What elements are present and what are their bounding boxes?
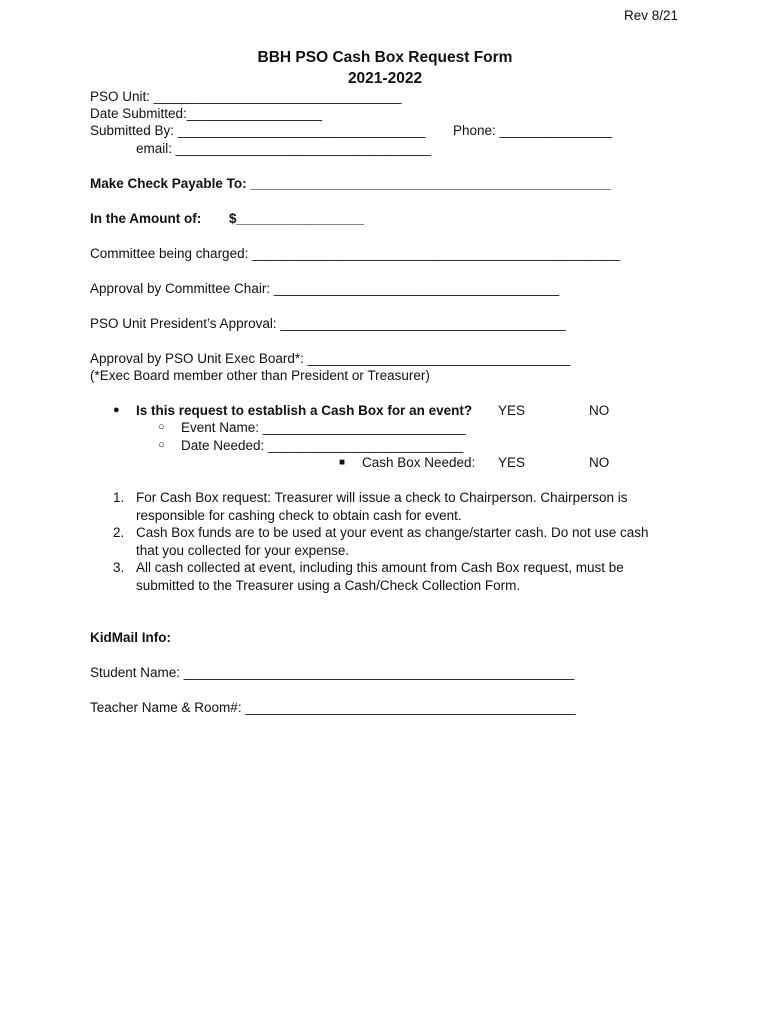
exec-board-approval-field[interactable]: Approval by PSO Unit Exec Board*: ___________________________________ (90, 351, 571, 366)
kidmail-heading: KidMail Info: (90, 630, 171, 645)
instruction-line: For Cash Box request: Treasurer will issue a check to Chairperson. Chairperson is (136, 490, 628, 505)
president-approval-field[interactable]: PSO Unit President’s Approval: ______________________________________ (90, 316, 566, 331)
question-yes-option[interactable]: YES (498, 403, 526, 418)
submitted-by-field[interactable]: Submitted By: _________________________________ (90, 123, 426, 138)
payable-to-field[interactable]: Make Check Payable To: ________________________________________________ (90, 176, 611, 191)
amount-label: In the Amount of: (90, 211, 202, 226)
exec-board-note: (*Exec Board member other than President or Treasurer) (90, 368, 430, 383)
instruction-number: 3. (113, 560, 125, 575)
committee-chair-approval-field[interactable]: Approval by Committee Chair: ______________________________________ (90, 281, 560, 296)
amount-field[interactable]: $_________________ (229, 211, 365, 226)
pso-unit-field[interactable]: PSO Unit: _________________________________ (90, 89, 402, 104)
instruction-line: Cash Box funds are to be used at your event as change/starter cash. Do not use cash (136, 525, 649, 540)
instruction-line: responsible for cashing check to obtain cash for event. (136, 508, 462, 523)
cash-box-needed-yes-option[interactable]: YES (498, 455, 526, 470)
revision-label: Rev 8/21 (624, 8, 679, 23)
email-field[interactable]: email: __________________________________ (136, 141, 432, 156)
event-name-field[interactable]: Event Name: ___________________________ (181, 420, 466, 435)
phone-field[interactable]: Phone: _______________ (453, 123, 613, 138)
instruction-number: 2. (113, 525, 125, 540)
form-year: 2021-2022 (347, 70, 423, 87)
committee-field[interactable]: Committee being charged: _________________________________________________ (90, 246, 620, 261)
teacher-name-room-field[interactable]: Teacher Name & Room#: ____________________________________________ (90, 700, 576, 715)
instruction-number: 1. (113, 490, 125, 505)
circle-bullet-icon: ○ (158, 421, 165, 433)
cash-box-needed-label: Cash Box Needed: (362, 455, 476, 470)
question-no-option[interactable]: NO (589, 403, 610, 418)
circle-bullet-icon: ○ (158, 439, 165, 451)
bullet-icon: ● (113, 404, 120, 416)
student-name-field[interactable]: Student Name: ____________________________________________________ (90, 665, 575, 680)
form-title: BBH PSO Cash Box Request Form (257, 49, 513, 66)
instruction-line: submitted to the Treasurer using a Cash/Check Collection Form. (136, 578, 521, 593)
date-submitted-field[interactable]: Date Submitted:__________________ (90, 106, 322, 121)
square-bullet-icon: ■ (339, 457, 346, 468)
instruction-line: All cash collected at event, including this amount from Cash Box request, must be (136, 560, 624, 575)
cash-box-needed-no-option[interactable]: NO (589, 455, 610, 470)
cash-box-question: Is this request to establish a Cash Box for an event? (136, 403, 473, 418)
date-needed-field[interactable]: Date Needed: __________________________ (181, 438, 464, 453)
instruction-line: that you collected for your expense. (136, 543, 350, 558)
